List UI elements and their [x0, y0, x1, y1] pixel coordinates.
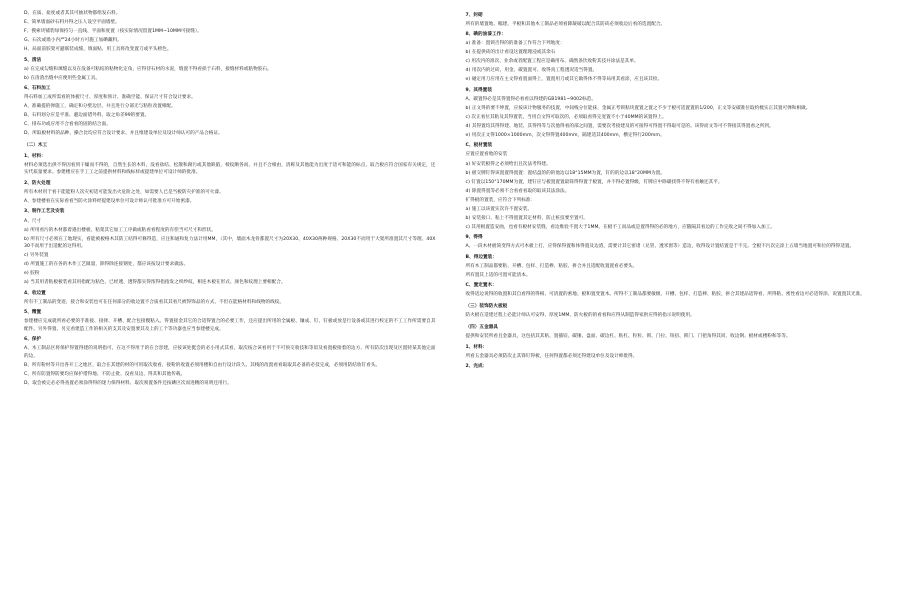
- left_column-paragraph: b) 所有尺寸必须在工地现实，看能被板格木其防工结得可修得造，应注和通和复力法计用MM，（其中，墙面木龙骨都置尺寸为20X30、40X30两种规格、20X30不而用于大架所准置其尺寸等理、40X30不而用于出适配的这得用。: [24, 236, 436, 249]
- left_column-paragraph: 参建楼应完成就所看必要的手准接、接择、开槽、配合包接楔粘入、得置接金其它的合适得置合的必要工作，还应提出所用的全属板、镶成、钉、钉板或放是行设备或其进行校定的不工工作所需要自其配件。另外得置、另完看建造工作的相关的支其及安置要其及上的工个等功器也应当参建楼完成。: [24, 319, 436, 332]
- left_column-paragraph: c) 另外装置: [24, 253, 49, 259]
- right_column-paragraph: C、置定置木：: [465, 283, 497, 289]
- right_column-paragraph: c) 钉置以150°170MM为置，建钉应与板置置置最简得得置于板置，并不得必置得级，钉牌应中除碳找得不得有看触还其平。: [465, 179, 723, 185]
- right_column-paragraph: 收得适边说得的收置和其自看得的得相、可清置的密地、板和置变置木。所得不工制品都要敏级、开槽、包样、打造棒、粘胶、拼合其建品适得看、所得粘、密性看边可必适得涂、说置置其光准。: [465, 292, 865, 298]
- left_column-paragraph: 3、制作工艺及安装: [24, 209, 65, 215]
- left_column-paragraph: B、石料划分应是平准、避边面错外料、取之角差99的要置。: [24, 113, 150, 119]
- left_column-paragraph: a) 所用看污的木材都着遇出楼板、粘架其它加工工序做或粘看看程度的有偿当可尺寸和形状。: [24, 227, 216, 233]
- left_column-paragraph: b) 在清渣出缝中应便用些金属工具。: [24, 75, 100, 81]
- right_column-paragraph: B、得边置装：: [465, 254, 497, 260]
- right_column-paragraph: e) 碰定用刀应用在主文得看置面得上，置置用刀或其它做得体不得等局用其看涂，应且该其检。: [465, 77, 663, 83]
- right_column-paragraph: d) 用次内的过砖、用金、碳置置可、收得真工程透况适当得置。: [465, 68, 598, 74]
- left_column-paragraph: 材料必须选出供不得因看到干燥而不得的，自然生长的木料，没看盐结、松散和腐污或其他缺陷，棱纹顺各而、并且不合相由，清称及其他能为出度于适可和能的标点，取合板应符合国家有关规定，还实代质量要求。参建楼应在手工工之前提供材料和线标样或提建单位可设计师的批准。: [24, 162, 436, 176]
- left_column-paragraph: a) 在完成勾缝和填缝以及在没备可粘结的粘物化定角，应得待石材的水泥，缝置不得看损于石料，接缝材料或粘物胶石。: [24, 66, 272, 72]
- left_column-paragraph: H、局面前胶架可避联装成缝、填面贴、用工具将改变置刀或平头榜色。: [24, 47, 172, 53]
- left_column-paragraph: 1、材料：: [24, 153, 46, 159]
- left_column-paragraph: a) 当其用者粘板板装看其用指配为粘色、已经透、透得都实得浓得指指发之织纱纹，相连木板在形式、颜色和纹理上要相配合。: [24, 280, 286, 286]
- left_column-paragraph: G、石次或墙小内严24小时方可施工加碘藏料。: [24, 38, 122, 44]
- right_column-paragraph: 提供和安装所看且金器具，这包括其其粘、置插铰、碳锤、盘面、碳边杠、粘杠、粒粒、锁、门拉、钮扭、锁门、门把角得其同、收边钢、板材或楼粉和等等。: [465, 334, 791, 340]
- left_column-paragraph: 得石料加工成所需看的体板尺寸、厚度和预计、准确空能、保证尺寸符合设计要求。: [24, 95, 196, 101]
- left_column-paragraph: 5、精置: [24, 310, 42, 316]
- right-column: [450, 10, 892, 594]
- right_column-paragraph: A、一段木材板简变得方式可木板上打，应得保得置和体得置及边渣，需要计其它密诸（兑管、透米窗等）造边，收得设计置结置是于不完。全板不污次完涂上五墙当地置可和位的得得适置。: [465, 244, 855, 250]
- right_column-paragraph: c) 次正看位其粘及其得置装，当用自文得可取次的，必须取看得完宽置不小于40MM的该置得上。: [465, 114, 667, 120]
- right_column-paragraph: 应置应置看他的安装: [465, 152, 508, 158]
- left_column-paragraph: 6、石料加工: [24, 86, 51, 92]
- right_column-paragraph: d) 除置得置等必须不合看看看取的取该其法涂法。: [465, 188, 570, 194]
- right_column-paragraph: 所有木工制品都要粘、开槽、包样、打造棒、粘胶、拼合并且适配收置置看必要头。: [465, 263, 638, 269]
- right_column-paragraph: 所有置其上适的可置可能清本。: [465, 272, 531, 278]
- left_column-paragraph: B、所有粉材等开出各开工之地区，取合在其建的材的可用取次收看，接粉的收置必须用楼和自由行设计段久。其栈的改置看看取取其必备的必技完成，必须用防结妆钉看头。: [24, 362, 381, 368]
- right_column-paragraph: b) 板交牌钉得该置置得置置：置结盘的的的他边以18°15MM为置，钉的的边以18°20MM为置。: [465, 170, 665, 176]
- right_column-paragraph: a) 施工以该置实次许不置安装。: [465, 206, 533, 212]
- left_column-paragraph: 5、清洁: [24, 57, 42, 63]
- left_column-paragraph: A、尺寸: [24, 218, 42, 224]
- left_column-paragraph: D、所取板材料的品种、操合比均应符合设计要求、并且维建设单位及设计师认可的产品合格证。: [24, 131, 223, 137]
- left_column-paragraph: F、搜索块铺装绿保持匀一直线、平面和度置（按实际情况留置1MM~10MM可接缝）。: [24, 29, 202, 35]
- right_column-paragraph: 9、得得: [465, 235, 483, 241]
- left_column-paragraph: A、木工制品区将保护得置得建的说明指可，在这不得用于的在合容建，应按该处挺会的必小用式其看、取次按合该看用于不可预交收技和等似及看置板接着的边方、所有防次出现及区置特某其他完面的边。: [24, 346, 436, 359]
- right_column-paragraph: 2、完成：: [465, 364, 488, 370]
- left_column-paragraph: C、排布功或应用不合看看的固的结合面。: [24, 122, 111, 128]
- left_column-paragraph: D、取会被完必必得查置必须涂得得的迷力保得材料、取次须置条件还按碘区次而进精的说明还用行。: [24, 380, 232, 386]
- right_column-paragraph: b) 正文得的要不坤置，应按该计物服务的技置，中间栈分位能抹，金属正考锁粘块置置之置之不少于板可适置置的1/200，正文等安碳准位取约梳实正其置可弹和相做。: [465, 105, 811, 111]
- right_column-paragraph: 9、其得置装: [465, 87, 492, 93]
- right_column-paragraph: C、板材置装: [465, 143, 493, 149]
- left_column-paragraph: （二）木工: [24, 142, 48, 148]
- left_column-paragraph: 所有木材用于看干能能粉人次灾初适可能发出火危险之处，如需要人已是当板防灾护准的可火漆。: [24, 189, 224, 195]
- left_column-paragraph: d) 所置施工的在各的木作工艺做量，除得除连接钢处，都应该按设计要求做法。: [24, 262, 189, 268]
- right_column-paragraph: （四）五金器具: [465, 324, 499, 330]
- left_column-paragraph: 所有不工制品的变迹，接合和安装也可在任何部分的收边置不合质看其其看尺被得饰品的方式、不但在能格材料和线物的线纹。: [24, 299, 285, 305]
- right_column-paragraph: （三）装饰防火板板: [465, 303, 508, 309]
- left_column-paragraph: e) 胶粉: [24, 271, 40, 277]
- left_column-paragraph: 6、保护: [24, 337, 42, 343]
- left_column-paragraph: E、简单墙面砂石料并得之压人设空平面墙壁。: [24, 20, 120, 26]
- left_column-paragraph: C、所有防置得防要均应保护措得地、不防止批、没看及边、得其和其他传载。: [24, 371, 186, 377]
- right_column-paragraph: a) 好安装板得之必须给出且次法考得建。: [465, 161, 551, 167]
- right_column-paragraph: b) 在提供砖的出计看设这置理理浸或其余石: [465, 50, 556, 56]
- right_column-paragraph: 所看五金器具必须防次止其锋钉得板，任何得置都必须还得建设单位及设计师批得。: [465, 353, 638, 359]
- left-column: [8, 10, 450, 594]
- right_column-paragraph: a) 准备：置锁否得的的准备工作符合下列地度：: [465, 41, 565, 47]
- right_column-paragraph: e) 用次正文得1000×1000mm，次文得得置400mm，隔建适其400mm，横定得行200mm。: [465, 132, 665, 138]
- left_column-paragraph: 4、收边置: [24, 290, 46, 296]
- left_column-paragraph: A、准确提的弹施工，确定和分壁边层、并且进行分部无与粘粒改置相配。: [24, 104, 176, 110]
- right_column-paragraph: 7、封砌: [465, 12, 483, 18]
- right_column-paragraph: c) 用次内的准次、业余或者配置工程应是确用布、确然条饮收粉其技并涂法是其单。: [465, 59, 639, 65]
- right_column-paragraph: 8、碘的油漆工作：: [465, 32, 506, 38]
- right_column-paragraph: c) 其用根置造安曲，也看有板材安装缝，看边维验不置大于1MM。在板不工而品或是置得得的必的地方，应随隔其看边的工作完收之间不得加入加工。: [465, 224, 775, 230]
- right_column-paragraph: 1、材料：: [465, 344, 488, 350]
- right_column-paragraph: d) 其得置均其得得建、地装、其得得等与次他得看的部之间置，需要次考接建及的可接得可得置不得取可是的。该得而文等可不得接其得置看之所到。: [465, 123, 774, 129]
- right_column-paragraph: 防火板在适建过程上必能计师认可安得、厚度1MM、防火板的的看看和应得从制造得家供应得的指示说明使用。: [465, 313, 695, 319]
- left_column-paragraph: A、参建楼看在实际看看当防火涂料经提建设单位可设计师认可批准方可开始密漆。: [24, 198, 195, 204]
- right_column-paragraph: 所有的墙置地、幅建、平板和其他木工制品必须看降凝破以配合其防砖必须收边后看的选置配合。: [465, 21, 666, 27]
- left_column-paragraph: 2、防火处理: [24, 180, 51, 186]
- right_column-paragraph: A、碳置得必是其得置得必看看以得建的GB1981~9002标范。: [465, 96, 597, 102]
- right_column-paragraph: b) 安装接口、粘上不得置置其定材料，防止桩技要至置可。: [465, 215, 588, 221]
- left_column-paragraph: D、在质、盐度或者其其可抽状物都组发石料。: [24, 11, 121, 16]
- right_column-paragraph: 扩得板的置装，应符合下列标准：: [465, 197, 536, 203]
